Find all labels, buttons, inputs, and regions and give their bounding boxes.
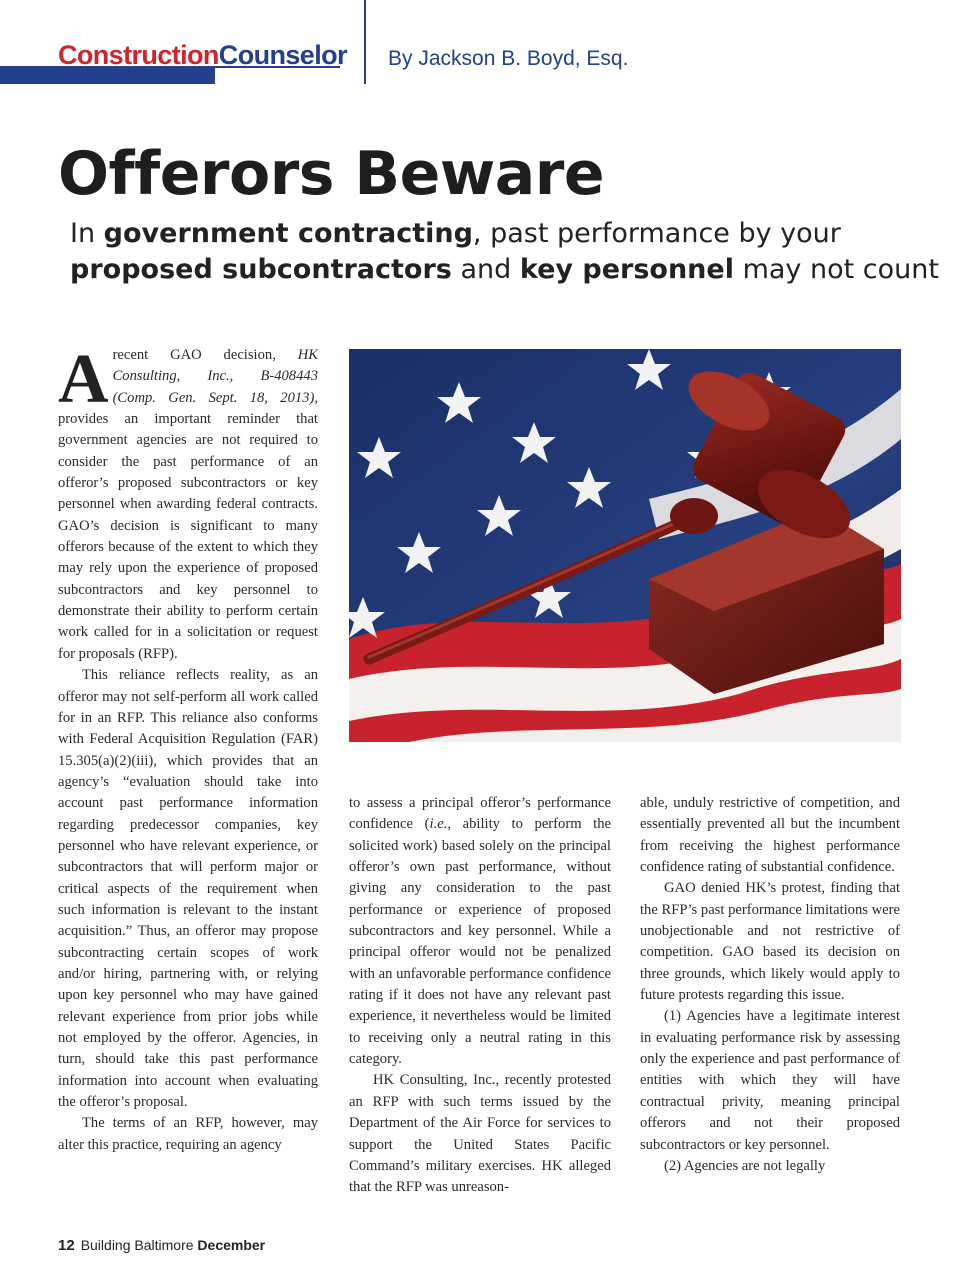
page-footer (58, 1236, 265, 1255)
article-paragraph: able, unduly restrictive of competition, and essentially prevented all but the incumbent from receiving the highest performance confidence rating of substantial confidence. (640, 795, 900, 876)
subtitle-text: and (451, 254, 520, 285)
subtitle-text: In (70, 218, 104, 249)
header-divider (364, 0, 366, 84)
paragraph-text: recent GAO decision, (112, 347, 298, 363)
article-column-3 (640, 793, 900, 1177)
column-brand (58, 40, 347, 70)
paragraph-italic: i.e. (429, 816, 448, 833)
article-paragraph: (2) Agencies are not legally (664, 1157, 826, 1174)
brand-counselor: Counselor (218, 40, 347, 70)
subtitle-bold: government contracting (103, 218, 473, 249)
drop-cap: A (58, 341, 109, 418)
american-flag-and-gavel-photo (349, 349, 901, 742)
paragraph-text: , ability to perform the solicited work) based solely on the principal offeror’s own past performance, without giving any consideration to the past performance or experience of proposed subcontractors and key personnel. While a principal offeror would not be penalized with an unfavorable performance confidence rating if it does not have any relevant past experience, it nevertheless would be limited to receiving only a neutral rating in this category. (349, 816, 611, 1068)
article-paragraph (58, 341, 318, 665)
article-title: Offerors Beware (58, 139, 605, 209)
subtitle-text: may not count (733, 254, 939, 285)
subtitle-text: , past performance by your (472, 218, 841, 249)
article-paragraph: This reliance reflects reality, as an offeror may not self-perform all work called for in an RFP. This reliance also conforms with Federal Acquisition Regulation (FAR) 15.305(a)(2)(iii), which provides that an agency’s “evaluation should take into account past performance information regarding predecessor companies, key personnel who have relevant experience, or subcontractors that will perform major or critical aspects of the requirement when such information is relevant to the instant acquisition.” Thus, an offeror may propose subcontracting certain scopes of work and/or hiring, partnering with, or relying upon key personnel who may have gained relevant experience from prior jobs while not employed by the offeror. Agencies, in turn, should take this past performance information into account when evaluating the offeror’s proposal. (58, 667, 318, 1111)
issue-month: December (197, 1237, 266, 1253)
article-column-2 (349, 793, 611, 1199)
brand-construction: Construction (58, 40, 219, 70)
byline: By Jackson B. Boyd, Esq. (388, 47, 629, 70)
case-citation: HK Consulting, Inc., B-408443 (Comp. Gen. Sept. 18, 2013) (112, 347, 318, 406)
article-column-1 (58, 341, 318, 1156)
paragraph-text: , provides an important reminder that government agencies are not required to consider the past performance of an offeror’s proposed subcontractors or key personnel when awarding federal contracts. GAO’s decision is significant to many offerors because of the extent to which they may rely upon the experience of proposed subcontractors and key personnel to demonstrate their ability to perform certain work called for in a solicitation or request for proposals (RFP). (58, 389, 318, 662)
publication-name: Building Baltimore (80, 1237, 194, 1253)
article-paragraph: (1) Agencies have a legitimate interest in evaluating performance risk by assessing only the experience and past performance of entities with which they will have contractual privity, meaning principal offerors and not their proposed subcontractors or key personnel. (640, 1008, 900, 1153)
paragraph-text: to assess a principal offeror’s performance confidence ( (349, 795, 611, 833)
article-paragraph: GAO denied HK’s protest, finding that the RFP’s past performance limitations were unobjectionable and not restrictive of competition. GAO based its decision on three grounds, which likely would apply to future protests regarding this issue. (640, 880, 900, 1004)
article-paragraph (349, 793, 611, 1070)
article-paragraph: The terms of an RFP, however, may alter this practice, requiring an agency (58, 1115, 318, 1153)
subtitle-bold: key personnel (519, 254, 734, 285)
article-subtitle (70, 216, 950, 288)
article-paragraph: HK Consulting, Inc., recently protested an RFP with such terms issued by the Department of the Air Force for services to support the United States Pacific Command’s military exercises. HK alleged that the RFP was unreason- (349, 1072, 611, 1196)
page-number: 12 (58, 1237, 75, 1254)
subtitle-bold: proposed subcontractors (70, 254, 452, 285)
